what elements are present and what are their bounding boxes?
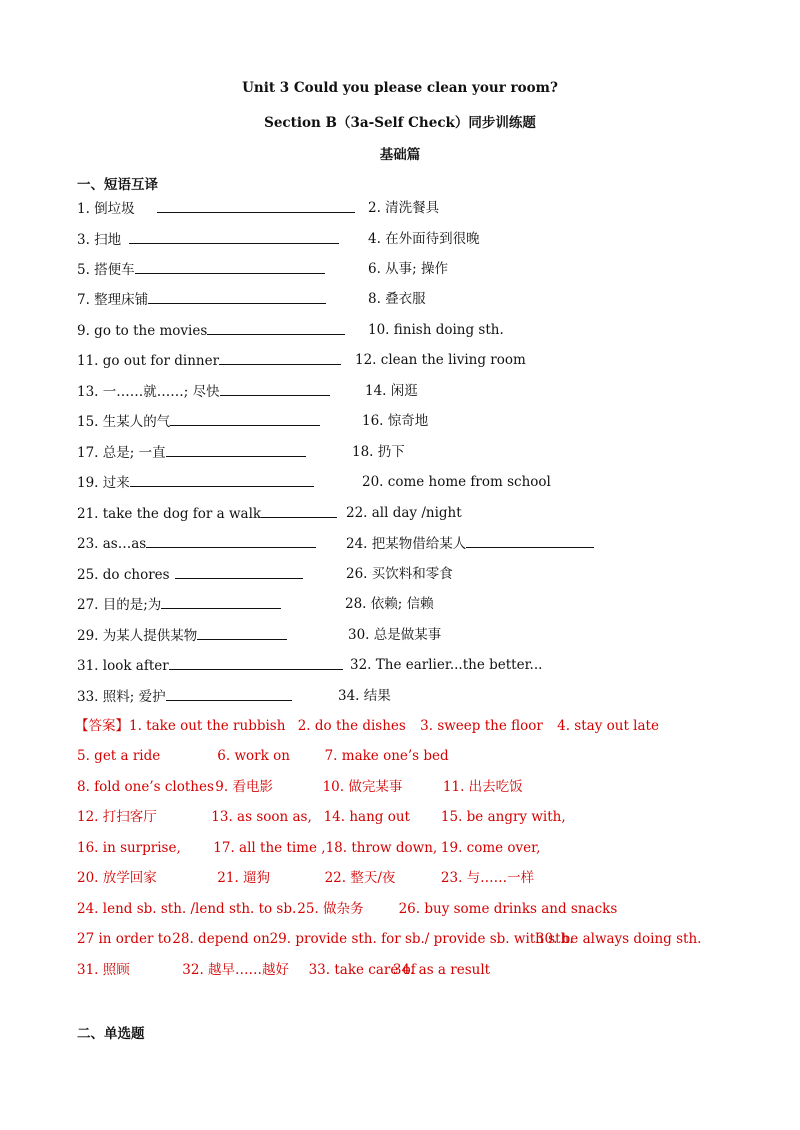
item-12: 12. clean the living room [355,352,526,368]
answer-item: 12. 打扫客厅 [77,809,157,825]
item-22: 22. all day /night [346,505,462,521]
answer-item: 32. 越早……越好 [182,962,290,978]
answer-item: 29. provide sth. for sb./ provide sb. with sth. [269,931,574,947]
answer-row-8 [77,931,701,947]
item-30: 30. 总是做某事 [348,627,442,643]
doc-title: Unit 3 Could you please clean your room? [242,80,558,96]
answer-item: 25. 做杂务 [297,901,364,917]
item-18: 18. 扔下 [352,444,405,460]
doc-level: 基础篇 [379,147,421,163]
item-15: 15. 生某人的气 [77,413,320,430]
item-5: 5. 搭便车 [77,261,325,278]
answer-item: 16. in surprise, [77,840,181,856]
item-13: 13. 一……就……; 尽快 [77,383,330,400]
answer-item: 22. 整天/夜 [324,870,396,886]
item-29: 29. 为某人提供某物 [77,627,287,644]
item-25: 25. do chores [77,566,303,583]
answer-item: 24. lend sb. sth. /lend sth. to sb. [77,901,297,917]
answer-row-3 [77,779,523,795]
answer-item: 4. stay out late [557,718,659,734]
answer-item: 27 in order to [77,931,172,947]
item-24: 24. 把某物借给某人 [346,535,594,552]
answer-row-6 [77,870,534,886]
item-6: 6. 从事; 操作 [368,261,449,277]
answer-item: 31. 照顾 [77,962,130,978]
answer-item: 20. 放学回家 [77,870,157,886]
answer-item: 6. work on [217,748,290,764]
item-20: 20. come home from school [362,474,551,490]
answer-item: 14. hang out [323,809,410,825]
answer-item: 5. get a ride [77,748,161,764]
answer-row-4 [77,809,566,825]
answer-item: 19. come over, [440,840,541,856]
answer-item: 【答案】1. take out the rubbish [75,718,286,734]
item-28: 28. 依赖; 信赖 [345,596,434,612]
section-heading-single-choice: 二、单选题 [77,1026,145,1042]
answer-item: 8. fold one’s clothes [77,779,214,795]
answer-row-5 [77,840,540,856]
answer-item: 33. take care of [308,962,416,978]
item-34: 34. 结果 [338,688,391,704]
answer-item: 10. 做完某事 [322,779,403,795]
item-21: 21. take the dog for a walk [77,505,337,522]
item-19: 19. 过来 [77,474,314,491]
section-heading-phrases: 一、短语互译 [77,177,158,193]
answer-item: 9. 看电影 [215,779,273,795]
answer-item: 21. 遛狗 [217,870,271,886]
answer-item: 26. buy some drinks and snacks [398,901,618,917]
item-31: 31. look after [77,657,343,674]
item-7: 7. 整理床铺 [77,291,326,308]
item-27: 27. 目的是;为 [77,596,281,613]
answer-item: 2. do the dishes [297,718,406,734]
item-8: 8. 叠衣服 [368,291,426,307]
answer-row-2 [77,748,449,764]
item-17: 17. 总是; 一直 [77,444,306,461]
answer-item: 17. all the time , [213,840,326,856]
answer-item: 3. sweep the floor [420,718,543,734]
item-33: 33. 照料; 爱护 [77,688,292,705]
item-1: 1. 倒垃圾 [77,200,355,217]
item-9: 9. go to the movies [77,322,345,339]
item-26: 26. 买饮料和零食 [346,566,453,582]
item-16: 16. 惊奇地 [362,413,429,429]
item-3: 3. 扫地 [77,231,339,248]
item-14: 14. 闲逛 [365,383,418,399]
answer-item: 34. as a result [392,962,491,978]
answer-row-9 [77,962,490,978]
answer-item: 23. 与……一样 [440,870,535,886]
answer-row-1 [77,718,659,734]
answer-item: 7. make one’s bed [324,748,449,764]
item-2: 2. 清洗餐具 [368,200,440,216]
answer-item: 18. throw down, [325,840,438,856]
answer-item: 13. as soon as, [211,809,312,825]
answer-item: 28. depend on [172,931,270,947]
answer-row-7 [77,901,617,917]
item-11: 11. go out for dinner [77,352,341,369]
doc-subtitle: Section B（3a-Self Check）同步训练题 [264,115,536,131]
answer-item: 30. be always doing sth. [535,931,702,947]
item-32: 32. The earlier...the better... [350,657,543,673]
answer-item: 15. be angry with, [440,809,566,825]
answer-item: 11. 出去吃饭 [442,779,523,795]
item-4: 4. 在外面待到很晚 [368,231,480,247]
item-10: 10. finish doing sth. [368,322,504,338]
item-23: 23. as…as [77,535,316,552]
